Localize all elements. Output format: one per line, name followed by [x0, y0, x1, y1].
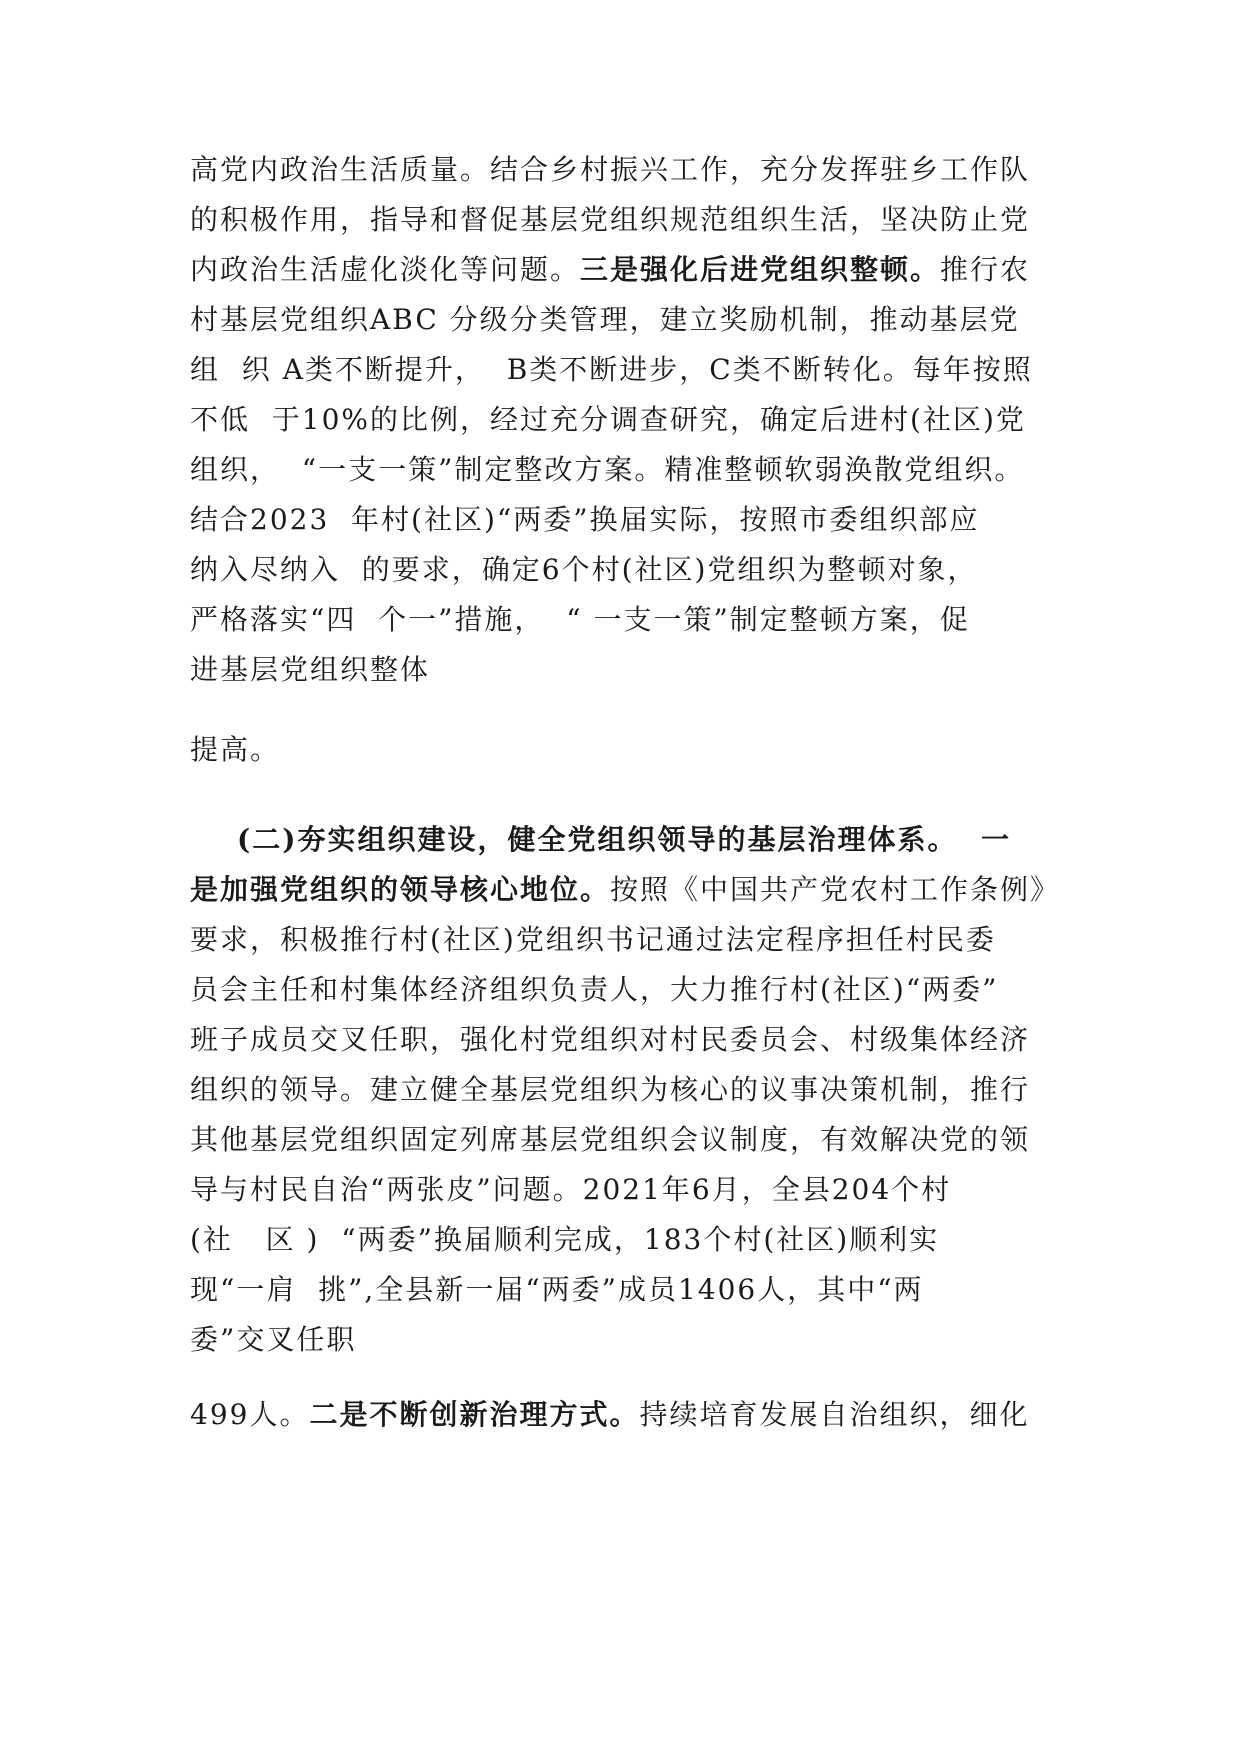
text-line	[190, 650, 1070, 690]
bold-text-segment: 三是强化后进党组织整顿。	[580, 253, 941, 286]
text-segment: 组织， “一支一策”制定整改方案。精准整顿软弱涣散党组织。	[190, 453, 1025, 486]
text-line	[190, 500, 1070, 540]
text-line	[190, 300, 1070, 340]
text-line	[190, 1020, 1070, 1060]
text-segment: 持续培育发展自治组织，细化	[639, 1398, 1030, 1431]
text-line	[190, 1120, 1070, 1160]
text-line	[190, 1270, 1070, 1310]
text-segment: 组织的领导。建立健全基层党组织为核心的议事决策机制，推行	[190, 1073, 1031, 1106]
text-segment: 现“一肩 挑”,全县新一届“两委”成员1406人，其中“两	[190, 1273, 924, 1306]
text-segment: 结合2023 年村(社区)“两委”换届实际，按照市委组织部应	[190, 503, 980, 536]
bold-text-segment: 二是不断创新治理方式。	[309, 1398, 640, 1431]
text-line	[190, 820, 1070, 860]
text-segment: 员会主任和村集体经济组织负责人，大力推行村(社区)“两委”	[190, 973, 999, 1006]
text-line	[190, 1220, 1070, 1260]
bold-text-segment: 是加强党组织的领导核心地位。	[190, 873, 611, 906]
text-line	[190, 550, 1070, 590]
text-segment: 其他基层党组织固定列席基层党组织会议制度，有效解决党的领	[190, 1123, 1031, 1156]
text-segment: 提高。	[190, 733, 281, 766]
text-segment: 内政治生活虚化淡化等问题。	[190, 253, 581, 286]
text-segment: 进基层党组织整体	[190, 653, 431, 686]
text-line	[190, 730, 1070, 770]
text-segment: 纳入尽纳入 的要求，确定6个村(社区)党组织为整顿对象，	[190, 553, 978, 586]
text-line	[190, 920, 1070, 960]
text-line	[190, 1320, 1070, 1360]
text-line	[190, 600, 1070, 640]
text-line	[190, 400, 1070, 440]
text-segment: 组 织 A类不断提升， B类不断进步，C类不断转化。每年按照	[190, 353, 1033, 386]
text-line	[190, 150, 1070, 190]
text-segment: 不低 于10%的比例，经过充分调查研究，确定后进村(社区)党	[190, 403, 1026, 436]
text-line	[190, 350, 1070, 390]
text-segment: 499人。	[190, 1398, 310, 1431]
text-segment: 高党内政治生活质量。结合乡村振兴工作，充分发挥驻乡工作队	[190, 153, 1031, 186]
text-segment: 按照《中国共产党农村工作条例》	[610, 873, 1061, 906]
text-line	[190, 870, 1070, 910]
text-line	[190, 1070, 1070, 1110]
text-line	[190, 970, 1070, 1010]
text-line	[190, 250, 1070, 290]
text-line	[190, 450, 1070, 490]
bold-text-segment: (二)夯实组织建设，健全党组织领导的基层治理体系。 一	[190, 823, 1011, 856]
text-segment: 严格落实“四 个一”措施， “ 一支一策”制定整顿方案，促	[190, 603, 970, 636]
text-segment: 要求，积极推行村(社区)党组织书记通过法定程序担任村民委	[190, 923, 996, 956]
text-segment: 村基层党组织ABC 分级分类管理，建立奖励机制，推动基层党	[190, 303, 1020, 336]
text-segment: 推行农	[940, 253, 1031, 286]
text-line	[190, 1395, 1070, 1435]
text-segment: 导与村民自治“两张皮”问题。2021年6月，全县204个村	[190, 1173, 952, 1206]
text-segment: (社 区 ) “两委”换届顺利完成，183个村(社区)顺利实	[190, 1223, 940, 1256]
text-line	[190, 1170, 1070, 1210]
text-line	[190, 200, 1070, 240]
text-segment: 委”交叉任职	[190, 1323, 357, 1356]
text-segment: 班子成员交叉任职，强化村党组织对村民委员会、村级集体经济	[190, 1023, 1031, 1056]
text-segment: 的积极作用，指导和督促基层党组织规范组织生活，坚决防止党	[190, 203, 1031, 236]
